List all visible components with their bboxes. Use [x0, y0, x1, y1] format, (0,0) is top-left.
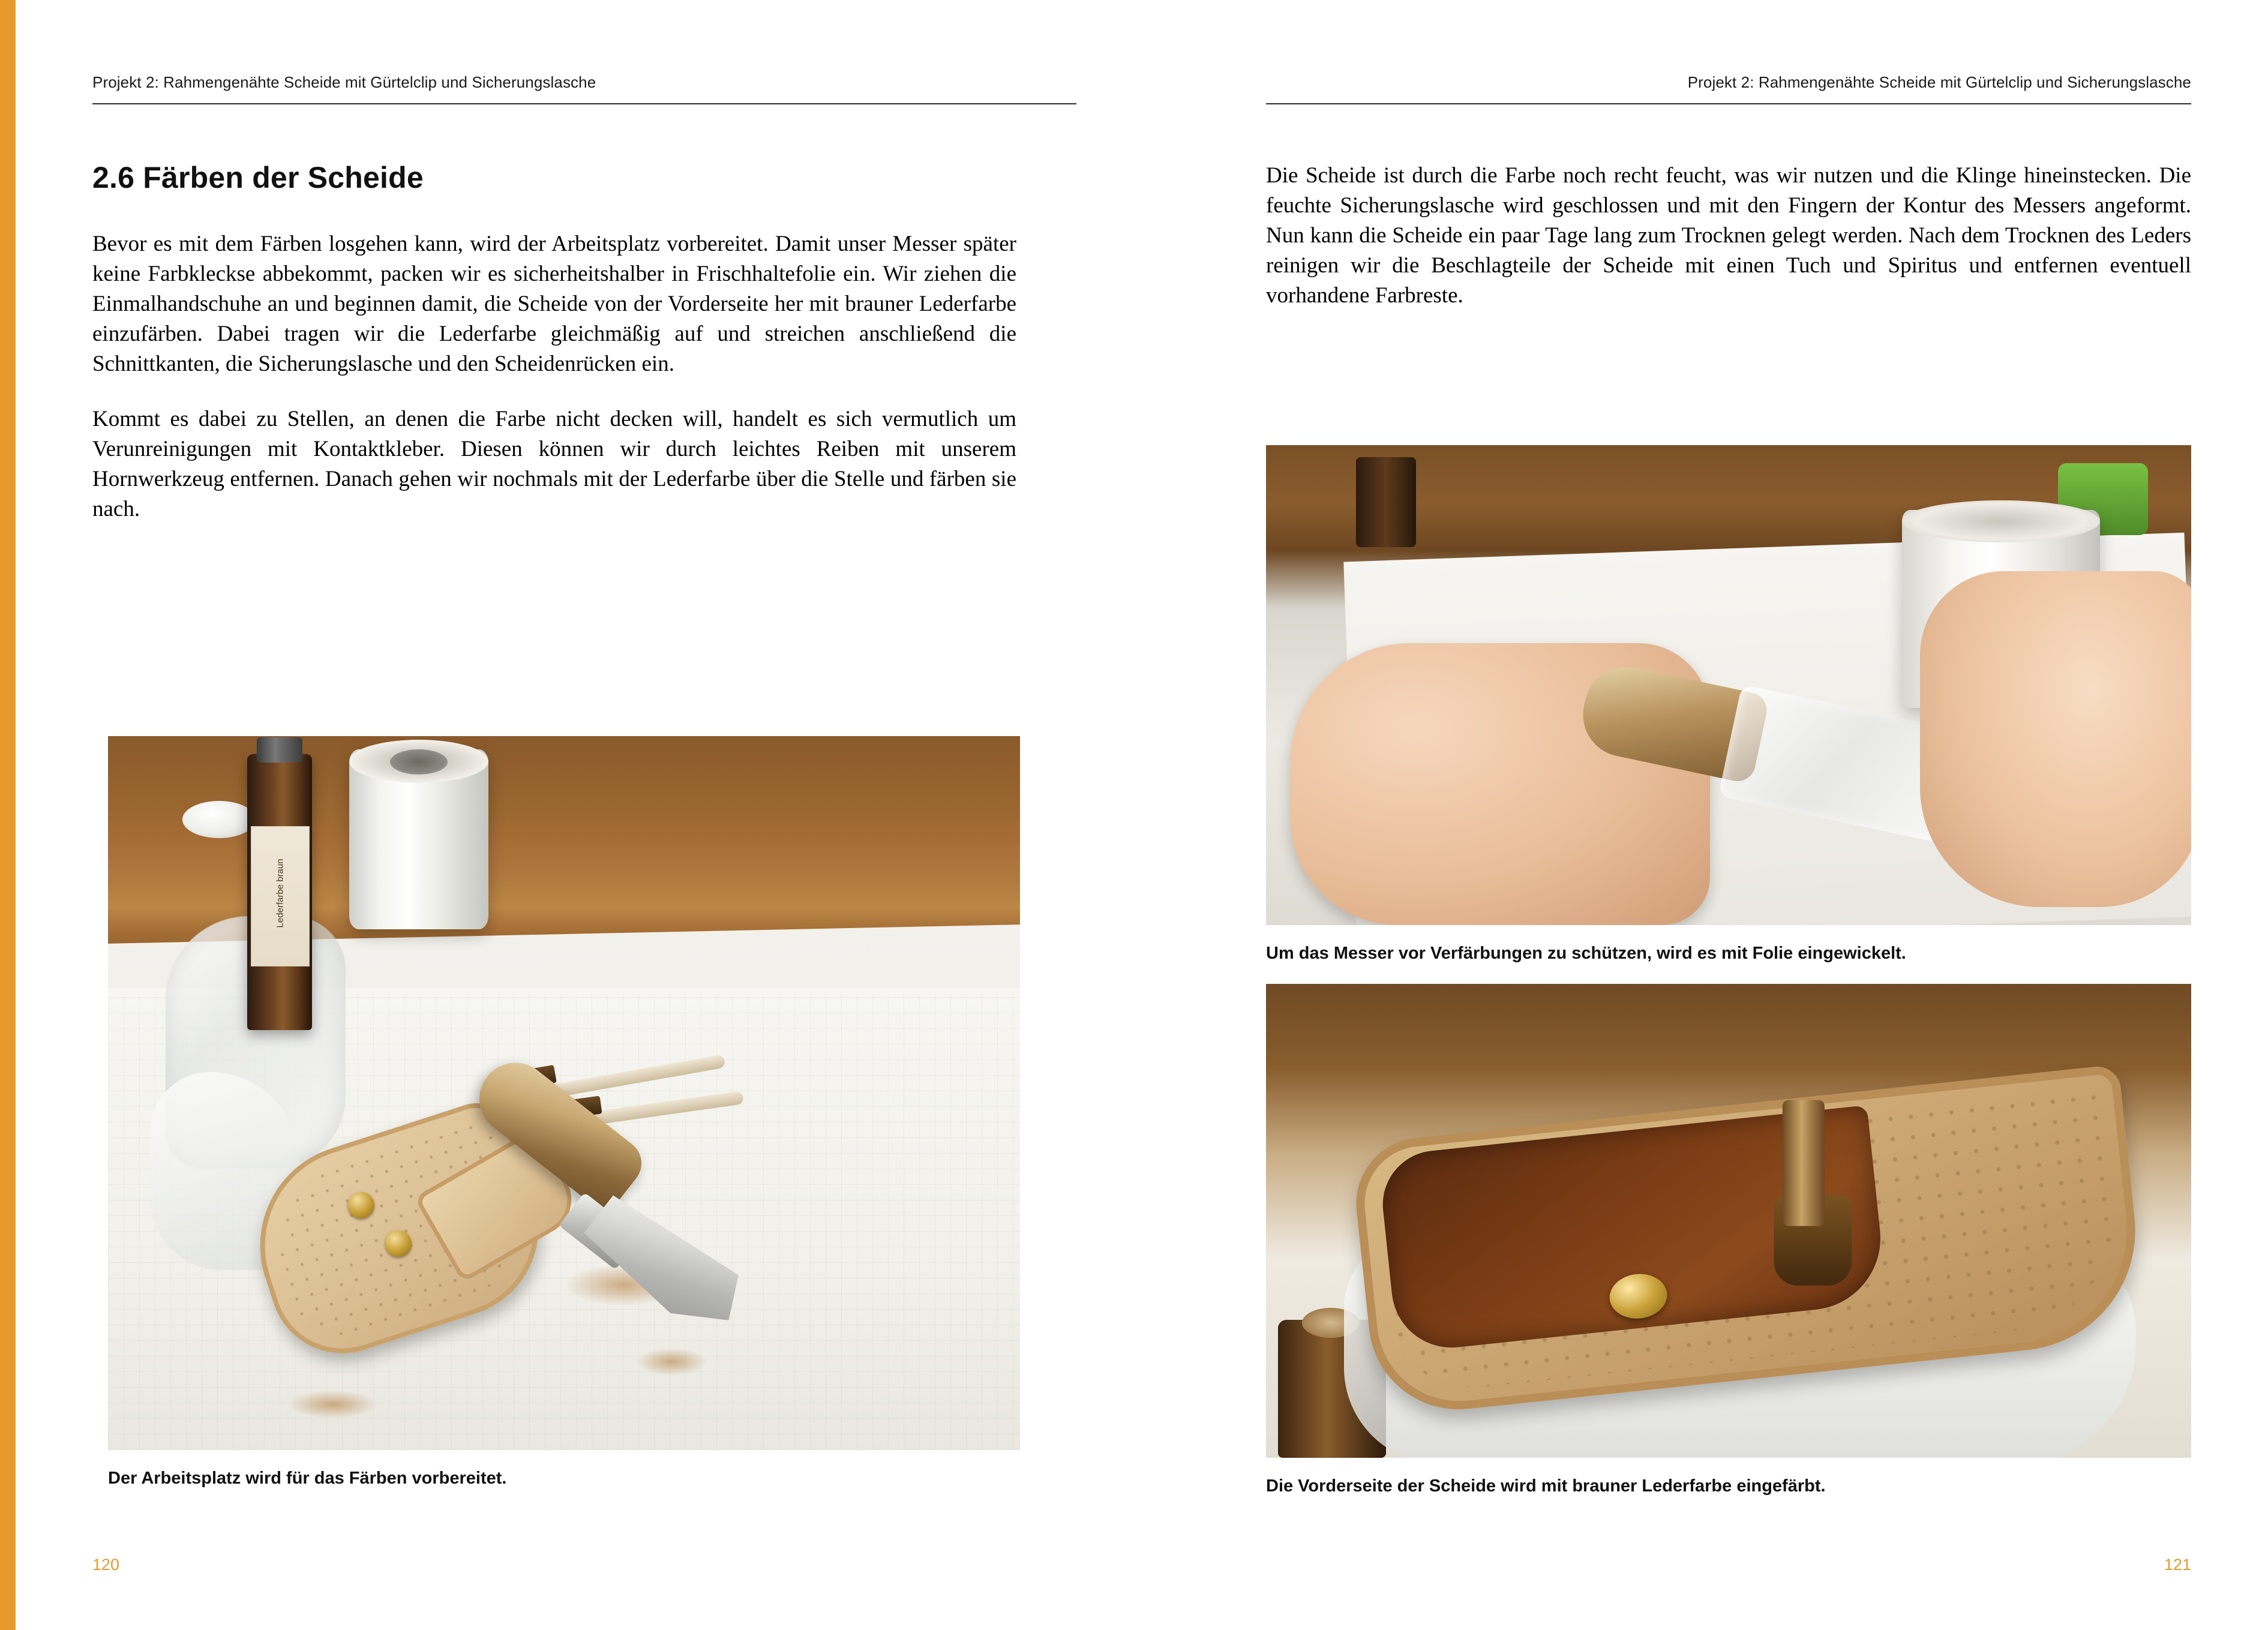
photo-brush-handle: [1783, 1100, 1825, 1226]
page-title: 2.6 Färben der Scheide: [92, 161, 424, 194]
running-head-left: Projekt 2: Rahmengenähte Scheide mit Gürtelclip und Sicherungslasche: [92, 73, 596, 91]
photo-cling-film-core: [390, 749, 448, 775]
left-text-column: [92, 161, 1016, 524]
header-rule-left: [92, 103, 1076, 104]
paragraph: Bevor es mit dem Färben losgehen kann, wird der Arbeitsplatz vorbereitet. Damit unser Messer später keine Farbkleckse abbekommt, packen wir es sicherheitshalber in Frischhaltefolie ein. Wir ziehen die Einmalhandschuhe an und beginnen damit, die Scheide von der Vorderseite her mit brauner Lederfarbe einzufärben. Dabei tragen wir die Lederfarbe gleichmäßig auf und streichen anschließend die Schnittkanten, die Sicherungslasche und den Scheidenrücken ein.: [92, 231, 1016, 376]
figure-caption: Der Arbeitsplatz wird für das Färben vorbereitet.: [108, 1469, 507, 1488]
paragraph: Kommt es dabei zu Stellen, an denen die Farbe nicht decken will, handelt es sich vermutlich um Verunreinigungen mit Kontaktkleber. Diesen können wir durch leichtes Reiben mit unserem Hornwerkzeug entfernen. Danach gehen wir nochmals mit der Lederfarbe über die Stelle und färben sie nach.: [92, 406, 1016, 521]
page-number-left: 120: [92, 1556, 120, 1574]
photo-bottle-label: [251, 826, 310, 966]
right-page: [1134, 0, 2268, 1630]
photo-dye-stain: [288, 1390, 378, 1419]
page-number-right: 121: [2164, 1556, 2191, 1574]
photo-dyeing-sheath: [1266, 984, 2191, 1458]
figure-caption: Die Vorderseite der Scheide wird mit brauner Lederfarbe eingefärbt.: [1266, 1476, 1826, 1496]
photo-bottle-label-text: Lederfarbe braun: [275, 858, 286, 928]
photo-workbench: [108, 736, 1020, 1450]
figure-dyeing-sheath: [1266, 984, 2191, 1497]
photo-cling-film-roll-top: [1902, 500, 2100, 542]
paragraph: Die Scheide ist durch die Farbe noch recht feucht, was wir nutzen und die Klinge hineinstecken. Die feuchte Sicherungslasche wird geschlossen und mit den Fingern der Kontur des Messers angeformt. Nun kann die Scheide ein paar Tage lang zum Trocknen gelegt werden. Nach dem Trocknen des Leders reinigen wir die Beschlagteile der Scheide mit einen Tuch und Spiritus und entfernen eventuell vorhandene Farbreste.: [1266, 163, 2191, 308]
photo-rivet: [385, 1230, 412, 1257]
photo-rivet: [348, 1192, 374, 1218]
photo-dye-stain: [636, 1348, 708, 1376]
left-page: [16, 0, 1134, 1630]
photo-bottle-cap: [257, 737, 302, 763]
right-text-column: [1266, 161, 2191, 311]
running-head-right: Projekt 2: Rahmengenähte Scheide mit Gürtelclip und Sicherungslasche: [1687, 73, 2191, 91]
figure-caption: Um das Messer vor Verfärbungen zu schützen, wird es mit Folie eingewickelt.: [1266, 944, 1906, 963]
photo-wrapping-knife: [1266, 445, 2191, 925]
figure-wrapping-knife: [1266, 445, 2191, 965]
header-rule-right: [1266, 103, 2191, 104]
photo-jar-lid: [182, 801, 256, 838]
photo-bottle: [1356, 457, 1416, 547]
figure-workbench: [108, 736, 1020, 1490]
photo-right-hand: [1920, 571, 2191, 907]
page-edge-accent-strip: [0, 0, 16, 1630]
